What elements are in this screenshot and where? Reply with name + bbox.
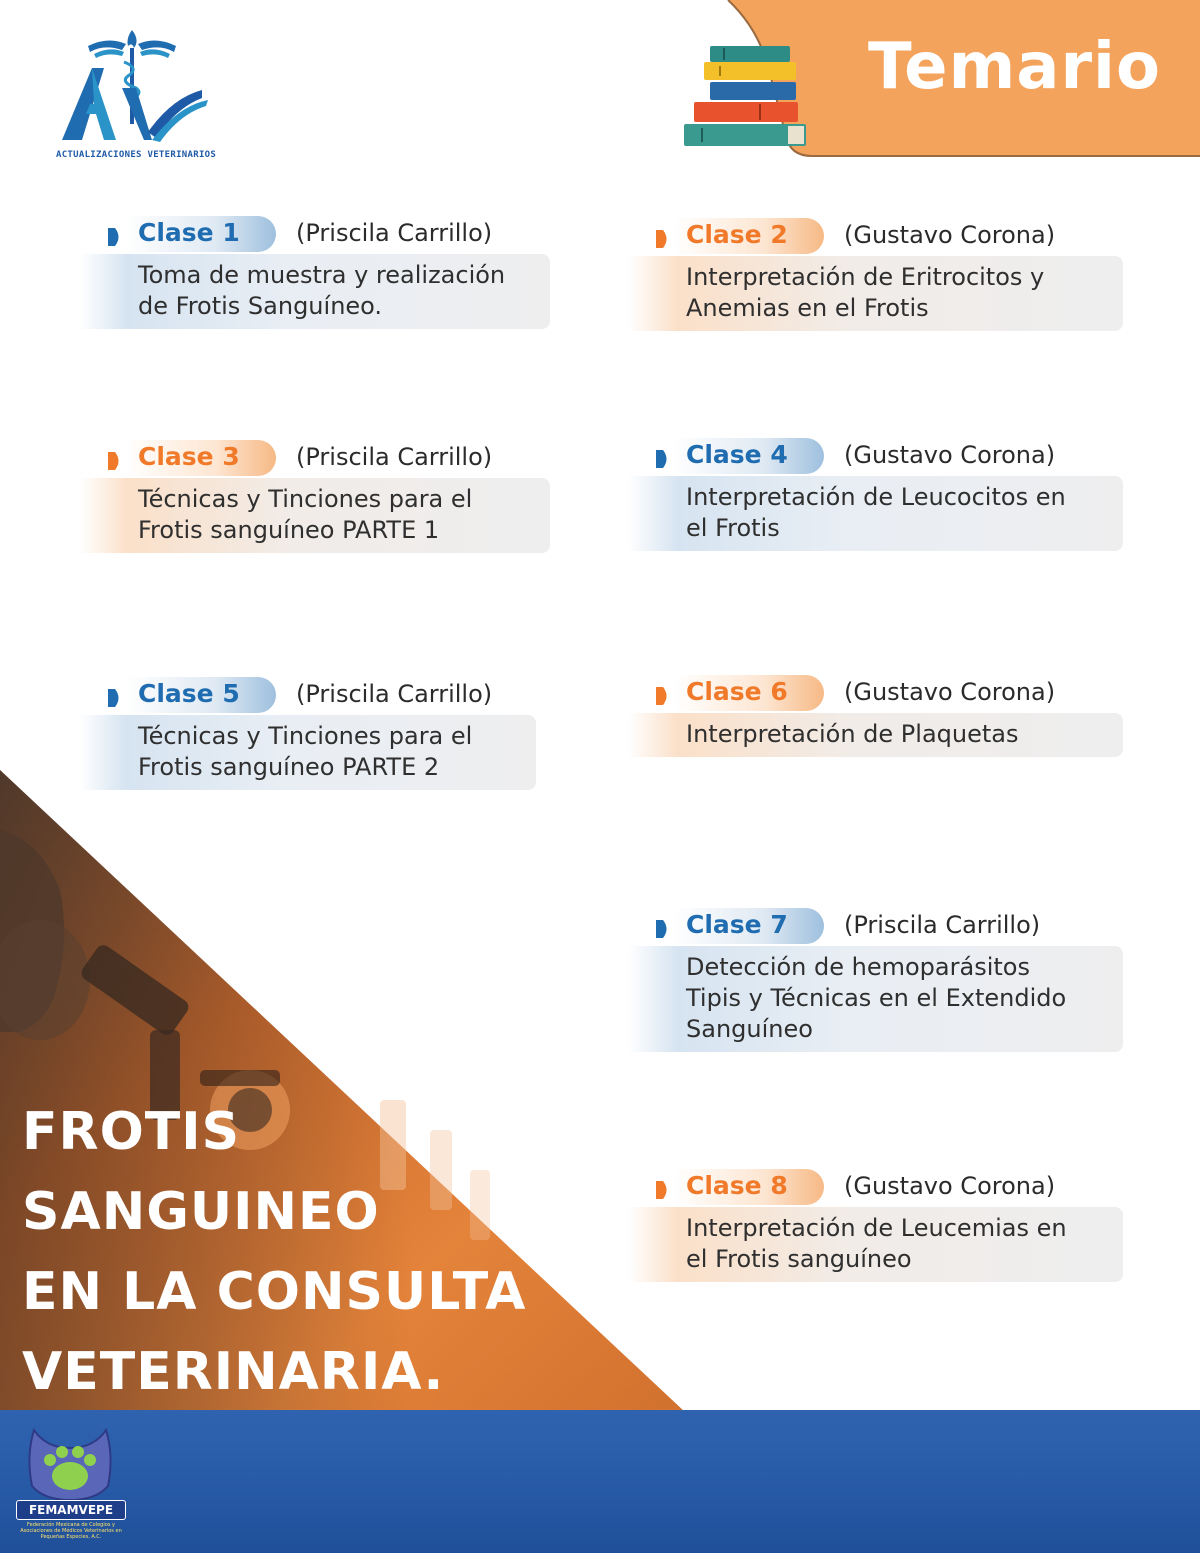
class-description xyxy=(628,946,1123,1052)
class-label: Clase 1 xyxy=(138,218,240,247)
class-description-line: Técnicas y Tinciones para el xyxy=(138,722,473,750)
class-teacher: (Gustavo Corona) xyxy=(844,678,1056,706)
class-description-line: Interpretación de Leucocitos en xyxy=(686,483,1066,511)
class-card-header xyxy=(628,908,1123,946)
class-description-line: el Frotis xyxy=(686,514,780,542)
class-description xyxy=(80,254,550,329)
class-card-7 xyxy=(628,908,1123,1052)
class-description-line: Interpretación de Eritrocitos y xyxy=(686,263,1045,291)
femamvepe-subtitle: Federación Mexicana de Colegios y Asociaciones de Médicos Veterinarios en Pequeñas Especies, A.C. xyxy=(20,1522,122,1540)
class-description xyxy=(80,478,550,553)
class-card-6 xyxy=(628,675,1123,757)
class-description xyxy=(628,476,1123,551)
class-description-line: Interpretación de Plaquetas xyxy=(686,720,1019,748)
books-icon xyxy=(680,46,810,150)
class-description-line: Técnicas y Tinciones para el xyxy=(138,485,473,513)
class-description-line: el Frotis sanguíneo xyxy=(686,1245,912,1273)
class-card-4 xyxy=(628,438,1123,551)
class-label: Clase 2 xyxy=(686,220,788,249)
page-title: Temario xyxy=(868,30,1161,104)
class-description-line: Sanguíneo xyxy=(686,1015,813,1043)
class-description-line: de Frotis Sanguíneo. xyxy=(138,292,383,320)
class-label: Clase 6 xyxy=(686,677,788,706)
femamvepe-name: FEMAMVEPE xyxy=(16,1500,126,1520)
class-description xyxy=(628,256,1123,331)
class-card-header xyxy=(628,218,1123,256)
course-title-line-3: EN LA CONSULTA xyxy=(22,1262,527,1322)
class-description-line: Interpretación de Leucemias en xyxy=(686,1214,1067,1242)
class-teacher: (Gustavo Corona) xyxy=(844,441,1056,469)
class-card-header xyxy=(628,438,1123,476)
bullet-arrow-icon xyxy=(108,689,122,707)
class-teacher: (Gustavo Corona) xyxy=(844,1172,1056,1200)
class-description xyxy=(628,713,1123,757)
course-title xyxy=(22,1092,526,1412)
class-description-line: Detección de hemoparásitos xyxy=(686,953,1030,981)
class-card-header xyxy=(80,677,536,715)
bullet-arrow-icon xyxy=(656,450,670,468)
class-label: Clase 7 xyxy=(686,910,788,939)
course-title-line-4: VETERINARIA. xyxy=(22,1342,445,1402)
class-description-line: Toma de muestra y realización xyxy=(138,261,506,289)
course-title-line-2: SANGUINEO xyxy=(22,1182,380,1242)
class-label: Clase 8 xyxy=(686,1171,788,1200)
class-card-2 xyxy=(628,218,1123,331)
class-label: Clase 4 xyxy=(686,440,788,469)
class-description-line: Frotis sanguíneo PARTE 2 xyxy=(138,753,440,781)
logo-caption: ACTUALIZACIONES VETERINARIOS xyxy=(56,150,217,160)
class-description-line: Anemias en el Frotis xyxy=(686,294,929,322)
bullet-arrow-icon xyxy=(108,452,122,470)
footer-band xyxy=(0,1410,1200,1553)
class-card-header xyxy=(80,216,550,254)
bullet-arrow-icon xyxy=(108,228,122,246)
class-card-header xyxy=(628,1169,1123,1207)
class-card-8 xyxy=(628,1169,1123,1282)
class-teacher: (Priscila Carrillo) xyxy=(296,443,493,471)
class-description xyxy=(628,1207,1123,1282)
class-label: Clase 3 xyxy=(138,442,240,471)
bullet-arrow-icon xyxy=(656,687,670,705)
class-label: Clase 5 xyxy=(138,679,240,708)
class-description-line: Frotis sanguíneo PARTE 1 xyxy=(138,516,440,544)
class-card-1 xyxy=(80,216,550,329)
class-description-line: Tipis y Técnicas en el Extendido xyxy=(686,984,1067,1012)
class-card-header xyxy=(628,675,1123,713)
course-title-line-1: FROTIS xyxy=(22,1102,241,1162)
class-card-3 xyxy=(80,440,550,553)
bullet-arrow-icon xyxy=(656,230,670,248)
class-teacher: (Priscila Carrillo) xyxy=(296,680,493,708)
class-teacher: (Priscila Carrillo) xyxy=(296,219,493,247)
class-teacher: (Gustavo Corona) xyxy=(844,221,1056,249)
class-card-header xyxy=(80,440,550,478)
class-teacher: (Priscila Carrillo) xyxy=(844,911,1041,939)
actualizaciones-veterinarios-logo xyxy=(52,28,217,170)
